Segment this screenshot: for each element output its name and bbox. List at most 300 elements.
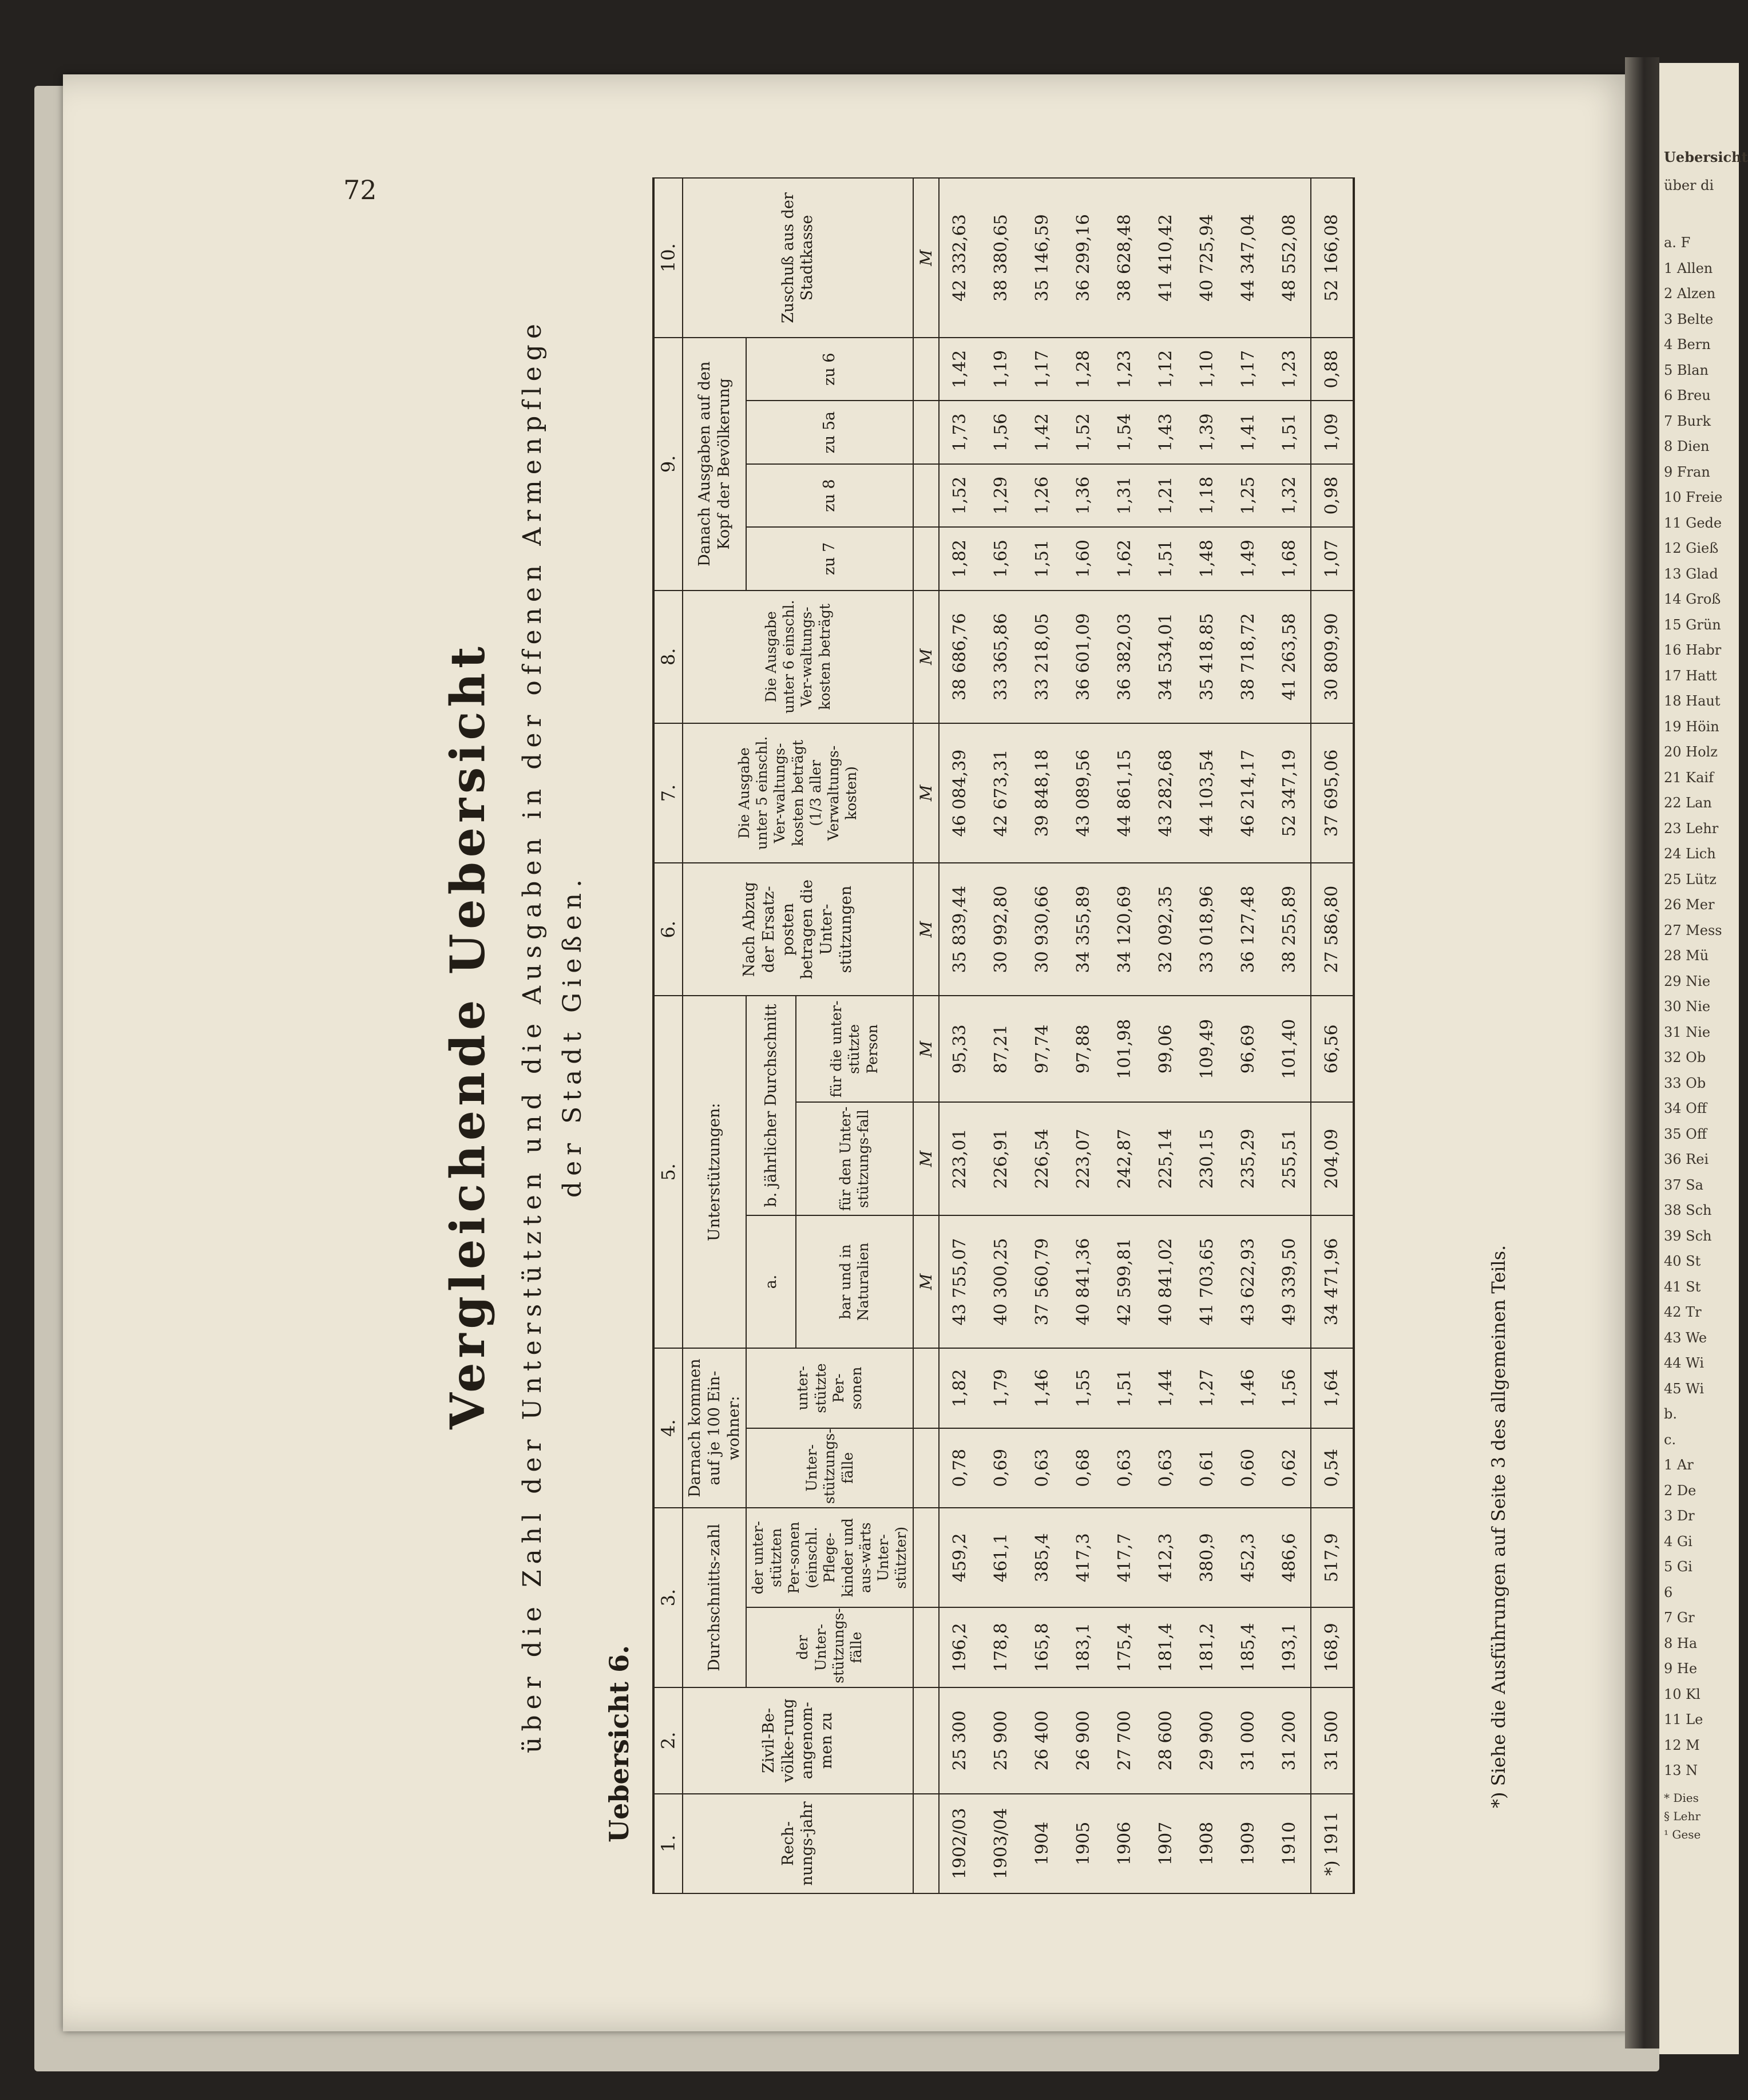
- unit-7: M: [913, 723, 939, 863]
- next-page-line: 33 Ob: [1664, 1075, 1706, 1091]
- colnum-4: 4.: [653, 1348, 683, 1508]
- cell-pfall: 223,01: [939, 1102, 981, 1215]
- header-average-count: Durchschnitts-zahl: [683, 1508, 746, 1687]
- header-per-case: für den Unter-stützungs-fall: [796, 1102, 913, 1215]
- cell-personen: 412,3: [1145, 1508, 1187, 1607]
- cell-f100: 0,78: [939, 1428, 981, 1508]
- next-page-line: 28 Mü: [1664, 948, 1709, 964]
- cell-personen: 385,4: [1022, 1508, 1063, 1607]
- cell-aus7: 44 861,15: [1104, 723, 1145, 863]
- cell-pfall: 230,15: [1187, 1102, 1228, 1215]
- unit-10: M: [913, 178, 939, 338]
- cell-personen: 452,3: [1228, 1508, 1269, 1607]
- cell-k8: 1,25: [1228, 464, 1269, 527]
- cell-personen: 486,6: [1269, 1508, 1311, 1607]
- cell-pop: 25 300: [939, 1687, 981, 1794]
- cell-k5a: 1,39: [1187, 401, 1228, 463]
- next-page-line: 27 Mess: [1664, 922, 1722, 938]
- next-page-heading: Uebersicht: [1664, 149, 1748, 165]
- header-5b-letter: b.: [762, 1192, 780, 1207]
- next-page-line: 40 St: [1664, 1253, 1701, 1269]
- cell-f100: 0,63: [1145, 1428, 1187, 1508]
- cell-k5a: 1,52: [1063, 401, 1104, 463]
- next-page-line: 25 Lütz: [1664, 871, 1717, 887]
- unit-empty-9a: [913, 527, 939, 590]
- cell-year: 1908: [1187, 1794, 1228, 1893]
- cell-nach: 30 992,80: [981, 863, 1022, 996]
- cell-p100: 1,64: [1311, 1348, 1354, 1428]
- cell-pfall: 242,87: [1104, 1102, 1145, 1215]
- next-page-line: 10 Kl: [1664, 1686, 1701, 1702]
- cell-year: 1906: [1104, 1794, 1145, 1893]
- unit-row: [913, 178, 939, 1893]
- cell-faelle: 185,4: [1228, 1607, 1269, 1687]
- next-page-line: 18 Haut: [1664, 693, 1721, 709]
- cell-pop: 26 400: [1022, 1687, 1063, 1794]
- cell-pperson: 95,33: [939, 996, 981, 1102]
- cell-k5a: 1,51: [1269, 401, 1311, 463]
- cell-faelle: 168,9: [1311, 1607, 1354, 1687]
- cell-aus8: 35 418,85: [1187, 591, 1228, 723]
- cell-pfall: 225,14: [1145, 1102, 1187, 1215]
- header-year: Rech-nungs-jahr: [683, 1794, 913, 1893]
- cell-zuschuss: 38 380,65: [981, 178, 1022, 338]
- cell-nach: 35 839,44: [939, 863, 981, 996]
- cell-pfall: 204,09: [1311, 1102, 1354, 1215]
- cell-pfall: 226,54: [1022, 1102, 1063, 1215]
- cell-k6: 1,23: [1104, 338, 1145, 401]
- colnum-9: 9.: [653, 338, 683, 591]
- colnum-6: 6.: [653, 863, 683, 996]
- next-page-line: 41 St: [1664, 1278, 1701, 1295]
- next-page-line: 45 Wi: [1664, 1380, 1705, 1397]
- next-page-line: 7 Gr: [1664, 1610, 1695, 1626]
- cell-zuschuss: 44 347,04: [1228, 178, 1269, 338]
- cell-faelle: 193,1: [1269, 1607, 1311, 1687]
- next-page-fragment: [1659, 63, 1748, 2054]
- cell-k8: 0,98: [1311, 464, 1354, 527]
- next-page-line: 43 We: [1664, 1329, 1707, 1346]
- header-per-capita-8: zu 8: [746, 464, 913, 527]
- next-page-line: 20 Holz: [1664, 744, 1718, 760]
- cell-aus8: 36 601,09: [1063, 591, 1104, 723]
- cell-f100: 0,61: [1187, 1428, 1228, 1508]
- cell-k7: 1,49: [1228, 527, 1269, 590]
- cell-aus8: 33 365,86: [981, 591, 1022, 723]
- next-page-line: 8 Dien: [1664, 438, 1710, 454]
- cell-year: 1902/03: [939, 1794, 981, 1893]
- header-per-capita-6: zu 6: [746, 338, 913, 401]
- cell-p100: 1,46: [1022, 1348, 1063, 1428]
- table-row: [1311, 178, 1354, 1893]
- cell-f100: 0,60: [1228, 1428, 1269, 1508]
- cell-bar: 40 300,25: [981, 1215, 1022, 1348]
- unit-5b2: M: [913, 996, 939, 1102]
- header-cases-per-100: Unter-stützungs-fälle: [746, 1428, 913, 1508]
- cell-k8: 1,32: [1269, 464, 1311, 527]
- colnum-2: 2.: [653, 1687, 683, 1794]
- page-title: Vergleichende Uebersicht: [441, 642, 496, 1429]
- cell-year: 1909: [1228, 1794, 1269, 1893]
- next-page-line: 4 Gi: [1664, 1533, 1692, 1550]
- cell-k6: 1,23: [1269, 338, 1311, 401]
- cell-year: 1905: [1063, 1794, 1104, 1893]
- next-page-line: 14 Groß: [1664, 591, 1721, 607]
- cell-nach: 30 930,66: [1022, 863, 1063, 996]
- next-page-line: 31 Nie: [1664, 1024, 1711, 1040]
- page-subtitle-line2: der Stadt Gießen.: [558, 873, 587, 1198]
- cell-k8: 1,36: [1063, 464, 1104, 527]
- cell-personen: 417,7: [1104, 1508, 1145, 1607]
- cell-f100: 0,62: [1269, 1428, 1311, 1508]
- table-row: [1269, 178, 1311, 1893]
- cell-nach: 34 120,69: [1104, 863, 1145, 996]
- cell-pperson: 109,49: [1187, 996, 1228, 1102]
- header-cash-natural: bar und in Naturalien: [796, 1215, 913, 1348]
- cell-k5a: 1,09: [1311, 401, 1354, 463]
- next-page-line: 10 Freie: [1664, 489, 1723, 505]
- next-page-line: 13 N: [1664, 1762, 1698, 1778]
- cell-k6: 1,10: [1187, 338, 1228, 401]
- header-5b-label: [746, 996, 795, 1215]
- cell-faelle: 175,4: [1104, 1607, 1145, 1687]
- header-per-capita-7: zu 7: [746, 527, 913, 590]
- cell-year: *) 1911: [1311, 1794, 1354, 1893]
- cell-personen: 517,9: [1311, 1508, 1354, 1607]
- cell-k6: 1,42: [939, 338, 981, 401]
- next-page-line: 16 Habr: [1664, 642, 1722, 658]
- next-page-line: 42 Tr: [1664, 1304, 1702, 1320]
- cell-year: 1910: [1269, 1794, 1311, 1893]
- next-page-line: 19 Höin: [1664, 718, 1719, 735]
- colnum-3: 3.: [653, 1508, 683, 1687]
- next-page-line: 34 Off: [1664, 1100, 1707, 1116]
- next-page-line: 5 Gi: [1664, 1559, 1692, 1575]
- next-page-line: 2 De: [1664, 1482, 1697, 1499]
- next-page-line: 32 Ob: [1664, 1049, 1706, 1065]
- cell-pop: 31 000: [1228, 1687, 1269, 1794]
- cell-bar: 41 703,65: [1187, 1215, 1228, 1348]
- cell-faelle: 178,8: [981, 1607, 1022, 1687]
- cell-pop: 29 900: [1187, 1687, 1228, 1794]
- cell-pperson: 96,69: [1228, 996, 1269, 1102]
- unit-5b1: M: [913, 1102, 939, 1215]
- header-population: Zivil-Be-völke-rung angenom-men zu: [683, 1687, 913, 1794]
- header-row-1: [683, 178, 746, 1893]
- cell-k5a: 1,43: [1145, 401, 1187, 463]
- cell-pfall: 235,29: [1228, 1102, 1269, 1215]
- cell-bar: 43 755,07: [939, 1215, 981, 1348]
- next-page-line: 36 Rei: [1664, 1151, 1709, 1167]
- table-heading: Uebersicht 6.: [604, 1645, 635, 1843]
- cell-faelle: 165,8: [1022, 1607, 1063, 1687]
- cell-aus8: 36 382,03: [1104, 591, 1145, 723]
- cell-f100: 0,54: [1311, 1428, 1354, 1508]
- table-row: [1187, 178, 1228, 1893]
- cell-zuschuss: 40 725,94: [1187, 178, 1228, 338]
- cell-pperson: 99,06: [1145, 996, 1187, 1102]
- cell-k8: 1,21: [1145, 464, 1187, 527]
- header-subsidy: Zuschuß aus der Stadtkasse: [683, 178, 913, 338]
- next-page-line: 26 Mer: [1664, 897, 1715, 913]
- next-page-line: 1 Allen: [1664, 260, 1713, 276]
- cell-k6: 1,17: [1022, 338, 1063, 401]
- cell-pop: 27 700: [1104, 1687, 1145, 1794]
- cell-pfall: 226,91: [981, 1102, 1022, 1215]
- cell-year: 1907: [1145, 1794, 1187, 1893]
- cell-bar: 40 841,02: [1145, 1215, 1187, 1348]
- unit-empty-9b: [913, 464, 939, 527]
- cell-pperson: 66,56: [1311, 996, 1354, 1102]
- cell-k6: 1,12: [1145, 338, 1187, 401]
- next-page-line: 5 Blan: [1664, 362, 1709, 378]
- column-number-row: [653, 178, 683, 1893]
- cell-pperson: 97,88: [1063, 996, 1104, 1102]
- cell-bar: 42 599,81: [1104, 1215, 1145, 1348]
- cell-k8: 1,52: [939, 464, 981, 527]
- cell-k5a: 1,73: [939, 401, 981, 463]
- next-page-line: 13 Glad: [1664, 565, 1718, 582]
- cell-k7: 1,51: [1022, 527, 1063, 590]
- cell-pperson: 87,21: [981, 996, 1022, 1102]
- next-page-line: a. F: [1664, 235, 1691, 251]
- unit-empty-4: [913, 1508, 939, 1607]
- cell-aus7: 43 089,56: [1063, 723, 1104, 863]
- next-page-line: 4 Bern: [1664, 336, 1711, 352]
- next-page-line: 15 Grün: [1664, 616, 1721, 633]
- next-page-line: b.: [1664, 1406, 1677, 1422]
- cell-k7: 1,65: [981, 527, 1022, 590]
- cell-personen: 459,2: [939, 1508, 981, 1607]
- page-number: 72: [343, 175, 377, 205]
- next-page-line: 7 Burk: [1664, 413, 1711, 429]
- cell-aus7: 46 084,39: [939, 723, 981, 863]
- unit-empty-5: [913, 1428, 939, 1508]
- cell-k6: 1,17: [1228, 338, 1269, 401]
- cell-aus8: 38 686,76: [939, 591, 981, 723]
- page-subtitle-line1: über die Zahl der Unterstützten und die Ausgaben in der offenen Armenpflege: [518, 318, 547, 1753]
- statistics-table: [652, 177, 1355, 1894]
- table-row: [981, 178, 1022, 1893]
- next-page-line: 12 Gieß: [1664, 540, 1719, 556]
- cell-k6: 1,28: [1063, 338, 1104, 401]
- next-page-line: 3 Belte: [1664, 311, 1714, 327]
- cell-bar: 49 339,50: [1269, 1215, 1311, 1348]
- cell-bar: 34 471,96: [1311, 1215, 1354, 1348]
- header-row-2: [746, 178, 795, 1893]
- cell-personen: 417,3: [1063, 1508, 1104, 1607]
- header-5b-text: jährlicher Durchschnitt: [762, 1004, 780, 1188]
- cell-p100: 1,56: [1269, 1348, 1311, 1428]
- header-expense-6: Die Ausgabe unter 6 einschl. Ver-waltungs-kosten beträgt: [683, 591, 913, 723]
- header-per-capita-5a: zu 5a: [746, 401, 913, 463]
- cell-f100: 0,63: [1104, 1428, 1145, 1508]
- book-spine: [1625, 57, 1659, 2049]
- cell-pop: 31 500: [1311, 1687, 1354, 1794]
- unit-empty-1: [913, 1794, 939, 1893]
- cell-aus8: 34 534,01: [1145, 591, 1187, 723]
- unit-empty-3: [913, 1607, 939, 1687]
- cell-pperson: 101,98: [1104, 996, 1145, 1102]
- unit-6: M: [913, 863, 939, 996]
- cell-zuschuss: 35 146,59: [1022, 178, 1063, 338]
- next-page-line: 35 Off: [1664, 1126, 1707, 1142]
- cell-aus7: 42 673,31: [981, 723, 1022, 863]
- cell-aus8: 33 218,05: [1022, 591, 1063, 723]
- cell-k8: 1,26: [1022, 464, 1063, 527]
- cell-k6: 1,19: [981, 338, 1022, 401]
- cell-pperson: 101,40: [1269, 996, 1311, 1102]
- cell-aus8: 41 263,58: [1269, 591, 1311, 723]
- cell-k8: 1,31: [1104, 464, 1145, 527]
- cell-zuschuss: 36 299,16: [1063, 178, 1104, 338]
- cell-p100: 1,79: [981, 1348, 1022, 1428]
- table-row: [1145, 178, 1187, 1893]
- cell-p100: 1,27: [1187, 1348, 1228, 1428]
- header-persons-per-100: unter-stützte Per-sonen: [746, 1348, 913, 1428]
- header-expense-5: Die Ausgabe unter 5 einschl. Ver-waltungs-kosten beträgt (1/3 aller Verwaltungs-kosten): [683, 723, 913, 863]
- cell-aus8: 30 809,90: [1311, 591, 1354, 723]
- next-page-line: 1 Ar: [1664, 1457, 1694, 1473]
- table-row: [1063, 178, 1104, 1893]
- cell-faelle: 181,2: [1187, 1607, 1228, 1687]
- table-row: [1228, 178, 1269, 1893]
- next-page-line: 30 Nie: [1664, 999, 1711, 1015]
- unit-5a: M: [913, 1215, 939, 1348]
- cell-year: 1904: [1022, 1794, 1063, 1893]
- next-page-line: 44 Wi: [1664, 1355, 1705, 1371]
- cell-k5a: 1,56: [981, 401, 1022, 463]
- next-page-line: 9 He: [1664, 1661, 1698, 1677]
- cell-faelle: 196,2: [939, 1607, 981, 1687]
- next-page-line: 29 Nie: [1664, 973, 1711, 989]
- cell-p100: 1,55: [1063, 1348, 1104, 1428]
- cell-k5a: 1,42: [1022, 401, 1063, 463]
- table-row: [939, 178, 981, 1893]
- unit-8: M: [913, 591, 939, 723]
- colnum-10: 10.: [653, 178, 683, 338]
- header-cases: der Unter-stützungs-fälle: [746, 1607, 913, 1687]
- next-page-line: 6 Breu: [1664, 387, 1711, 403]
- next-page-subheading: über di: [1664, 177, 1714, 193]
- cell-nach: 36 127,48: [1228, 863, 1269, 996]
- cell-aus7: 46 214,17: [1228, 723, 1269, 863]
- header-net-support: Nach Abzug der Ersatz-posten betragen die Unter-stützungen: [683, 863, 913, 996]
- cell-k8: 1,18: [1187, 464, 1228, 527]
- cell-nach: 34 355,89: [1063, 863, 1104, 996]
- unit-empty-9c: [913, 401, 939, 463]
- cell-k5a: 1,54: [1104, 401, 1145, 463]
- cell-pop: 28 600: [1145, 1687, 1187, 1794]
- cell-pop: 26 900: [1063, 1687, 1104, 1794]
- cell-aus7: 37 695,06: [1311, 723, 1354, 863]
- cell-year: 1903/04: [981, 1794, 1022, 1893]
- next-page-line: 12 M: [1664, 1737, 1700, 1753]
- cell-k8: 1,29: [981, 464, 1022, 527]
- cell-zuschuss: 52 166,08: [1311, 178, 1354, 338]
- cell-zuschuss: 48 552,08: [1269, 178, 1311, 338]
- next-page-line: 2 Alzen: [1664, 286, 1716, 302]
- header-5a-label: a.: [746, 1215, 795, 1348]
- cell-k7: 1,51: [1145, 527, 1187, 590]
- next-page-line: 11 Le: [1664, 1711, 1703, 1727]
- next-page-line: 6: [1664, 1584, 1673, 1600]
- next-page-line: 11 Gede: [1664, 514, 1722, 531]
- unit-empty-6: [913, 1348, 939, 1428]
- colnum-1: 1.: [653, 1794, 683, 1893]
- cell-f100: 0,69: [981, 1428, 1022, 1508]
- cell-aus7: 39 848,18: [1022, 723, 1063, 863]
- next-page-line: 24 Lich: [1664, 846, 1716, 862]
- cell-f100: 0,68: [1063, 1428, 1104, 1508]
- colnum-5: 5.: [653, 996, 683, 1348]
- cell-f100: 0,63: [1022, 1428, 1063, 1508]
- cell-bar: 37 560,79: [1022, 1215, 1063, 1348]
- cell-aus7: 44 103,54: [1187, 723, 1228, 863]
- cell-personen: 461,1: [981, 1508, 1022, 1607]
- cell-faelle: 183,1: [1063, 1607, 1104, 1687]
- next-page-line: c.: [1664, 1431, 1676, 1448]
- next-page-line: 17 Hatt: [1664, 667, 1717, 684]
- cell-k7: 1,68: [1269, 527, 1311, 590]
- cell-nach: 33 018,96: [1187, 863, 1228, 996]
- cell-k6: 0,88: [1311, 338, 1354, 401]
- cell-p100: 1,82: [939, 1348, 981, 1428]
- cell-k7: 1,60: [1063, 527, 1104, 590]
- table-row: [1104, 178, 1145, 1893]
- cell-aus7: 43 282,68: [1145, 723, 1187, 863]
- next-page-line: 3 Dr: [1664, 1508, 1695, 1524]
- cell-p100: 1,44: [1145, 1348, 1187, 1428]
- cell-zuschuss: 38 628,48: [1104, 178, 1145, 338]
- cell-pop: 25 900: [981, 1687, 1022, 1794]
- unit-empty-2: [913, 1687, 939, 1794]
- cell-k7: 1,82: [939, 527, 981, 590]
- cell-zuschuss: 41 410,42: [1145, 178, 1187, 338]
- cell-pperson: 97,74: [1022, 996, 1063, 1102]
- cell-faelle: 181,4: [1145, 1607, 1187, 1687]
- next-page-footnote-line: ¹ Gese: [1664, 1828, 1701, 1841]
- cell-bar: 40 841,36: [1063, 1215, 1104, 1348]
- cell-aus7: 52 347,19: [1269, 723, 1311, 863]
- next-page-line: 8 Ha: [1664, 1635, 1698, 1651]
- cell-zuschuss: 42 332,63: [939, 178, 981, 338]
- next-page-line: 37 Sa: [1664, 1176, 1703, 1193]
- cell-pop: 31 200: [1269, 1687, 1311, 1794]
- next-page-line: 21 Kaif: [1664, 769, 1714, 786]
- cell-nach: 38 255,89: [1269, 863, 1311, 996]
- next-page-line: 38 Sch: [1664, 1202, 1712, 1218]
- cell-bar: 43 622,93: [1228, 1215, 1269, 1348]
- rotated-table-block: [441, 177, 1528, 1894]
- header-persons: der unter-stützten Per-sonen (einschl. Pflege-kinder und aus-wärts Unter-stützter): [746, 1508, 913, 1607]
- next-page-line: 9 Fran: [1664, 463, 1710, 480]
- header-per-capita: Danach Ausgaben auf den Kopf der Bevölkerung: [683, 338, 746, 591]
- next-page-line: 23 Lehr: [1664, 820, 1719, 837]
- next-page-line: 39 Sch: [1664, 1227, 1712, 1244]
- cell-pfall: 255,51: [1269, 1102, 1311, 1215]
- cell-k7: 1,62: [1104, 527, 1145, 590]
- table-body: [939, 178, 1354, 1893]
- next-page-footnote-line: § Lehr: [1664, 1809, 1701, 1823]
- table-row: [1022, 178, 1063, 1893]
- cell-personen: 380,9: [1187, 1508, 1228, 1607]
- cell-k5a: 1,41: [1228, 401, 1269, 463]
- cell-p100: 1,46: [1228, 1348, 1269, 1428]
- cell-pfall: 223,07: [1063, 1102, 1104, 1215]
- next-page-footnote-line: * Dies: [1664, 1791, 1699, 1805]
- colnum-7: 7.: [653, 723, 683, 863]
